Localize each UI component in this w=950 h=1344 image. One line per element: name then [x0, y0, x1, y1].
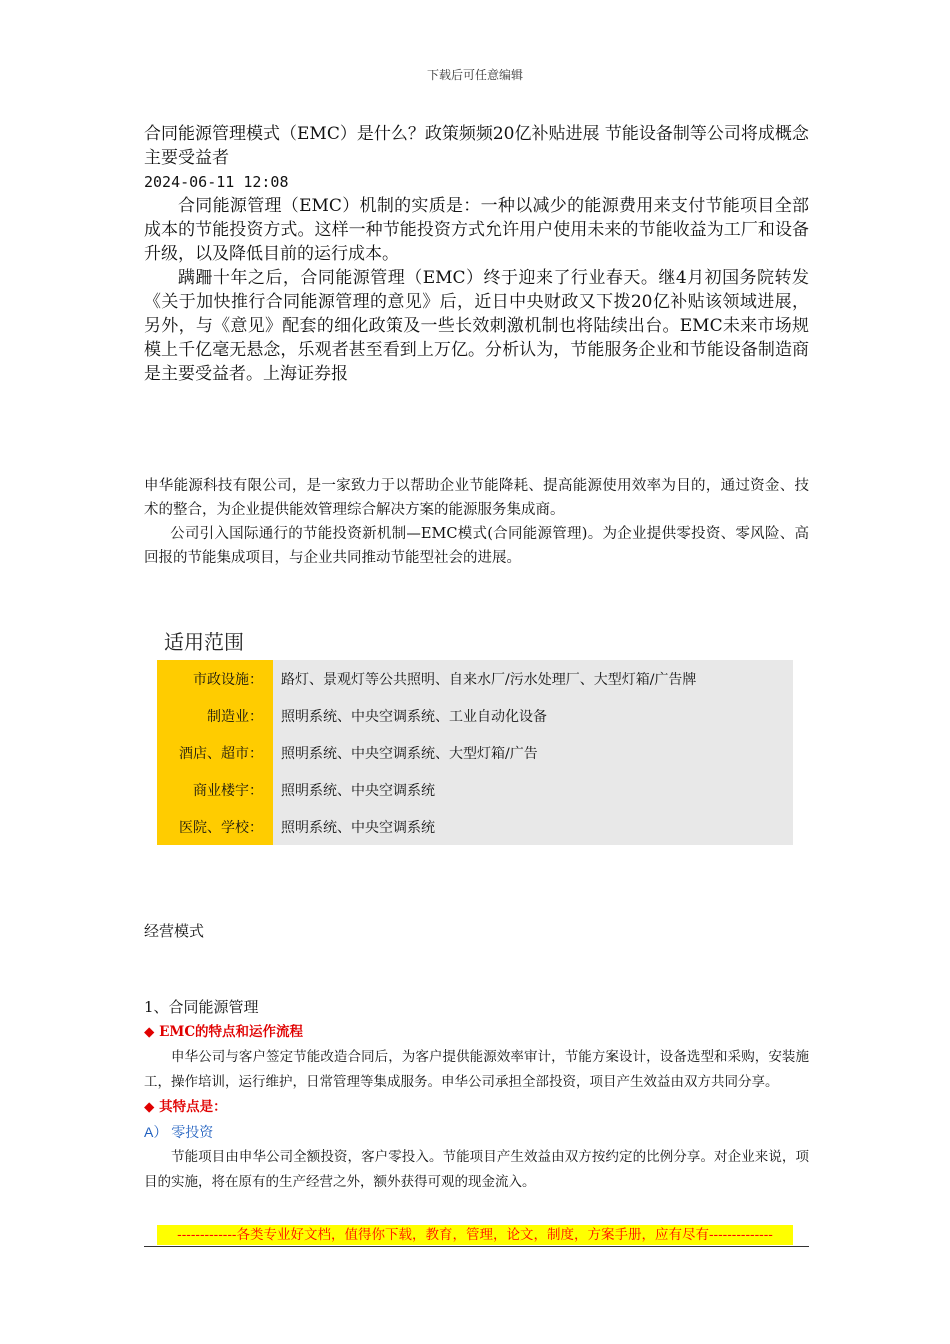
- scope-value: 照明系统、中央空调系统: [273, 808, 793, 845]
- company-paragraph-1: 申华能源科技有限公司，是一家致力于以帮助企业节能降耗、提高能源使用效率为目的，通过资金、技术的整合，为企业提供能效管理综合解决方案的能源服务集成商。: [144, 478, 809, 518]
- header-note: 下载后可任意编辑: [426, 68, 523, 82]
- scope-category: 市政设施：: [157, 660, 273, 697]
- table-row: [157, 734, 793, 771]
- emc-section: [144, 1020, 809, 1195]
- company-intro: [144, 474, 809, 570]
- article-date: 2024-06-11 12:08: [144, 173, 289, 191]
- table-row: [157, 808, 793, 845]
- article-title: 合同能源管理模式（EMC）是什么？政策频频20亿补贴进展 节能设备制等公司将成概念主要受益者: [144, 124, 809, 168]
- article-paragraph-2: 蹒跚十年之后，合同能源管理（EMC）终于迎来了行业春天。继4月初国务院转发《关于加快推行合同能源管理的意见》后，近日中央财政又下拨20亿补贴该领域进展，另外，与《意见》配套的细化政策及一些长效刺激机制也将陆续出台。EMC未来市场规模上千亿毫无悬念，乐观者甚至看到上万亿。分析认为，节能服务企业和节能设备制造商是主要受益者。上海证券报: [144, 268, 809, 384]
- scope-value: 路灯、景观灯等公共照明、自来水厂/污水处理厂、大型灯箱/广告牌: [273, 660, 793, 697]
- feature-a-heading: A） 零投资: [144, 1124, 214, 1140]
- scope-category: 酒店、超市：: [157, 734, 273, 771]
- footer-divider: [144, 1246, 809, 1247]
- emc-heading: ◆ EMC的特点和运作流程: [144, 1024, 304, 1040]
- footer-banner: -------------各类专业好文档，值得你下载，教育，管理，论文，制度，方案手册，应有尽有--------------: [157, 1225, 793, 1245]
- scope-table: [157, 660, 793, 845]
- company-paragraph-2: 公司引入国际通行的节能投资新机制—EMC模式(合同能源管理)。为企业提供零投资、零风险、高回报的节能集成项目，与企业共同推动节能型社会的进展。: [144, 526, 809, 566]
- article: [144, 122, 809, 386]
- article-paragraph-1: 合同能源管理（EMC）机制的实质是：一种以减少的能源费用来支付节能项目全部成本的节能投资方式。这样一种节能投资方式允许用户使用未来的节能收益为工厂和设备升级，以及降低目前的运行成本。: [144, 196, 809, 264]
- scope-value: 照明系统、中央空调系统: [273, 771, 793, 808]
- scope-value: 照明系统、中央空调系统、工业自动化设备: [273, 697, 793, 734]
- features-heading: ◆ 其特点是：: [144, 1099, 227, 1115]
- section-1-heading: 1、合同能源管理: [144, 998, 259, 1016]
- table-row: [157, 660, 793, 697]
- table-row: [157, 771, 793, 808]
- scope-category: 商业楼宇：: [157, 771, 273, 808]
- table-row: [157, 697, 793, 734]
- scope-value: 照明系统、中央空调系统、大型灯箱/广告: [273, 734, 793, 771]
- business-mode-title: 经营模式: [144, 922, 205, 940]
- scope-title: 适用范围: [164, 632, 244, 654]
- feature-a-paragraph: 节能项目由申华公司全额投资，客户零投入。节能项目产生效益由双方按约定的比例分享。对企业来说，项目的实施，将在原有的生产经营之外，额外获得可观的现金流入。: [144, 1149, 809, 1190]
- scope-category: 制造业：: [157, 697, 273, 734]
- scope-category: 医院、学校：: [157, 808, 273, 845]
- emc-paragraph: 申华公司与客户签定节能改造合同后，为客户提供能源效率审计，节能方案设计，设备选型和采购，安装施工，操作培训，运行维护，日常管理等集成服务。申华公司承担全部投资，项目产生效益由双方共同分享。: [144, 1049, 809, 1090]
